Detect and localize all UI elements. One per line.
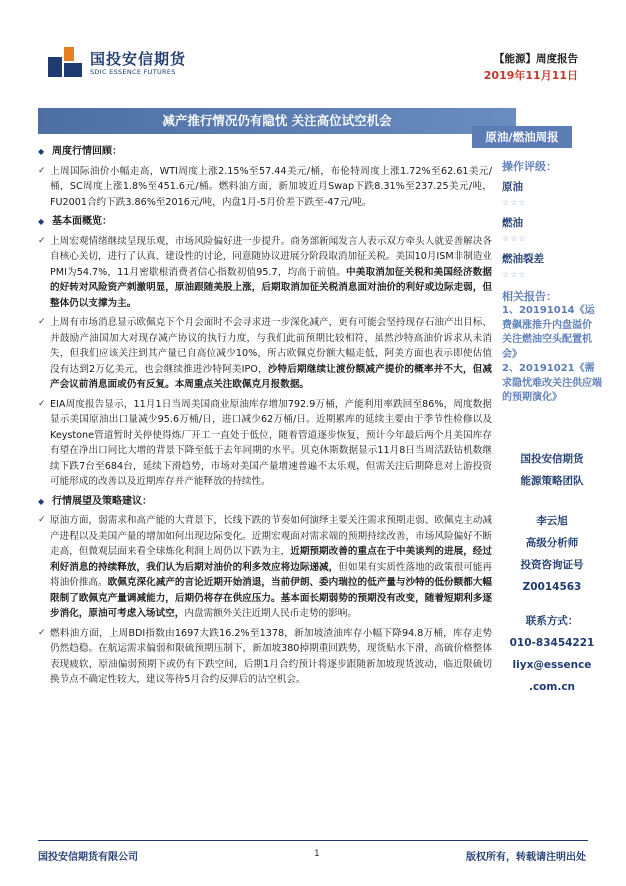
paragraph-opec (50, 315, 492, 393)
diamond-bullet-icon: ◆ (38, 147, 45, 156)
contact-phone: 010-83454221 (509, 636, 595, 649)
paragraph-item (38, 164, 492, 211)
section-heading: 周度行情回顾： (52, 146, 122, 157)
logo-english-name: SDIC ESSENCE FUTURES (90, 68, 176, 76)
license-label: 投资咨询证号 (520, 558, 584, 571)
section-heading: 行情展望及策略建议： (52, 495, 152, 507)
check-icon: ✓ (38, 398, 46, 409)
rating-commodity: 原油 (502, 181, 523, 193)
paragraph-text: 内盘需额外关注近期人民币走势的影响。 (184, 608, 357, 619)
paragraph-item (38, 315, 492, 393)
contact-title: 联系方式： (525, 614, 579, 627)
star-rating-icon: ☆☆☆ (502, 270, 527, 279)
analyst-title: 高级分析师 (525, 536, 579, 549)
footer-company: 国投安信期货有限公司 (38, 852, 138, 863)
license-number: Z0014563 (522, 580, 582, 593)
section-review (38, 144, 492, 160)
check-icon: ✓ (38, 165, 46, 176)
report-title: 减产推行情况仍有隐忧 关注高位试空机会 (162, 113, 392, 128)
paragraph-item (38, 513, 492, 622)
paragraph-text: 上周有市场消息显示欧佩克下个月会面时不会寻求进一步深化减产，更有可能会坚持现存石油产出目标、并鼓励产油国加大对现存减产协议的执行力度，与我们此前预期比较相符，虽然沙特高油价诉求从未消失，但我们应该关注到其产量已自高位减少10%，所占欧佩克份额大幅走低，阿美方面也表示即使估值没有达到2万亿美元，也会继续推进沙特阿美IPO， (50, 317, 492, 375)
related-reports-title: 相关报告： (502, 290, 557, 303)
paragraph-item (38, 626, 492, 688)
report-type: 【能源】周度报告 (494, 53, 578, 65)
section-outlook (38, 494, 492, 510)
report-tag: 原油/燃油周报 (472, 126, 572, 148)
logo-company-name: 国投安信期货 (90, 50, 187, 68)
paragraph-text: 原油方面，弱需求和高产能的大背景下，长线下跌的节奏如何演绎主要关注需求预期走弱、欧佩克主动减产进程以及美国产量的增加如何出现边际变化。近期宏观面对需求端的预期持续改善，市场风险偏好不断走高，但微观层面来看全球炼化利润上周仍以下跌为主， (50, 515, 492, 557)
title-bar (38, 108, 516, 134)
check-icon: ✓ (38, 235, 46, 246)
team-name: 能源策略团队 (520, 474, 584, 487)
check-icon: ✓ (38, 627, 46, 638)
star-rating-icon: ☆☆☆ (502, 198, 527, 207)
paragraph-emphasis: 中美取消加征关税和美国经济数据的好转对风险资产刺激明显，原油跟随美股上涨，后期取消加征关税消息面对油价的利好或边际走弱，但整体仍以支撑为主。 (50, 266, 493, 309)
paragraph-emphasis: 沙特后期继续让渡份额减产提价的概率并不大，但减产会议前消息面或仍有反复。本周重点关注欧佩克月报数据。 (50, 363, 492, 390)
paragraph-item (38, 397, 492, 490)
rating-commodity: 燃油 (502, 217, 523, 229)
team-company: 国投安信期货 (520, 452, 584, 465)
paragraph-outlook (50, 513, 492, 622)
company-logo-icon (48, 47, 82, 77)
check-icon: ✓ (38, 317, 46, 327)
star-rating-icon: ☆☆☆ (502, 234, 527, 243)
related-report-link[interactable]: 1、20191014《运费飙涨推升内盘溢价 关注燃油空头配置机会》 (502, 305, 595, 360)
footer-rights: 版权所有，转载请注明出处 (466, 852, 586, 863)
diamond-bullet-icon: ◆ (38, 496, 45, 506)
section-fundamentals (38, 214, 492, 230)
analyst-name: 李云旭 (536, 514, 568, 527)
footer-divider (38, 840, 588, 841)
diamond-bullet-icon: ◆ (38, 217, 45, 226)
sidebar (502, 160, 602, 694)
contact-email[interactable]: liyx@essence (512, 658, 592, 671)
paragraph-macro (50, 234, 492, 312)
paragraph-text: 上周宏观情绪继续呈现乐观，市场风险偏好进一步提升。商务部新闻发言人表示双方牵头人就妥善解决各自核心关切，进行了认真、建设性的讨论，同意随协议进展分阶段取消加征关税。美国10月ISM非制造业PMI为54.7%，11月密歇根消费者信心指数初值95.7，均高于前值。 (50, 235, 492, 278)
paragraph-item (38, 234, 492, 312)
check-icon: ✓ (38, 515, 46, 525)
report-date: 2019年11月11日 (483, 69, 578, 82)
main-content (38, 140, 492, 688)
paragraph-emphasis: 近期预期改善的重点在于中美谈判的进展，经过利好消息的持续释放，我们认为后期对油价的利多效应将边际递减， (50, 546, 493, 573)
section-heading: 基本面概览： (52, 216, 112, 227)
related-report-link[interactable]: 2、20191021《需求隐忧难改关注供应端的预期演化》 (502, 363, 602, 403)
rating-commodity: 燃油裂差 (502, 253, 544, 265)
paragraph-eia: EIA周度报告显示，11月1日当周美国商业原油库存增加792.9万桶，产能利用率跌回至86%，周度数据显示美国原油出口量减少95.6万桶/日，进口减少62万桶/日。近期累库的延续主要由于季节性检修以及Keystone管道暂时关停使得炼厂开工一直处于低位，随着管道逐步恢复，预计今年最后两个月美国库存有望在净出口同比大增的背景下降至低于去年同期的水平。贝克休斯数据显示11月8日当周活跃钻机数继续下跌7台至684台，延续下滑趋势，市场对美国产量增速普遍不太乐观，但需关注后期降息对上游投资可能形成的改善以及近期库存并产能释放的持续性。 (50, 398, 492, 487)
paragraph-emphasis: 欧佩克深化减产的言论近期开始消退，当前伊朗、委内瑞拉的低产量与沙特的低份额都大幅限制了欧佩克产量调减能力，后期仍将存在供应压力。基本面长期弱势的预期没有改变，随着短期利多逐步消化，原油可考虑入场试空， (50, 577, 493, 619)
paragraph-text: 但如果有实质性落地的政策很可能再将油价推高。 (50, 561, 493, 588)
rating-title: 操作评级： (502, 160, 557, 173)
paragraph-review: 上周国际油价小幅走高，WTI周度上涨2.15%至57.44美元/桶，布伦特周度上涨1.72%至62.61美元/桶，SC周度上涨1.8%至451.6元/桶。燃料油方面，新加坡近月Swap下跌8.31%至237.25美元/吨，FU2001合约下跌3.86%至2016元/吨，内盘1月-5月价差下跌至-47元/吨。 (50, 165, 492, 208)
page-number: 1 (314, 849, 320, 859)
contact-email-domain: .com.cn (528, 680, 576, 693)
paragraph-fuel: 燃料油方面，上周BDI指数由1697大跌16.2%至1378，新加坡渣油库存小幅下降94.8万桶，库存走势仍然趋稳。在航运需求偏弱和限硫预期压制下，新加坡380掉期重回跌势，现货贴水下滑，高硫价格整体表现疲软，原油偏弱预期下或仍有下跌空间，后期1月合约预计将逐步跟随新加坡现货波动，临近限硫切换节点不确定性较大，建议等待5月合约反弹后的沽空机会。 (50, 627, 492, 685)
